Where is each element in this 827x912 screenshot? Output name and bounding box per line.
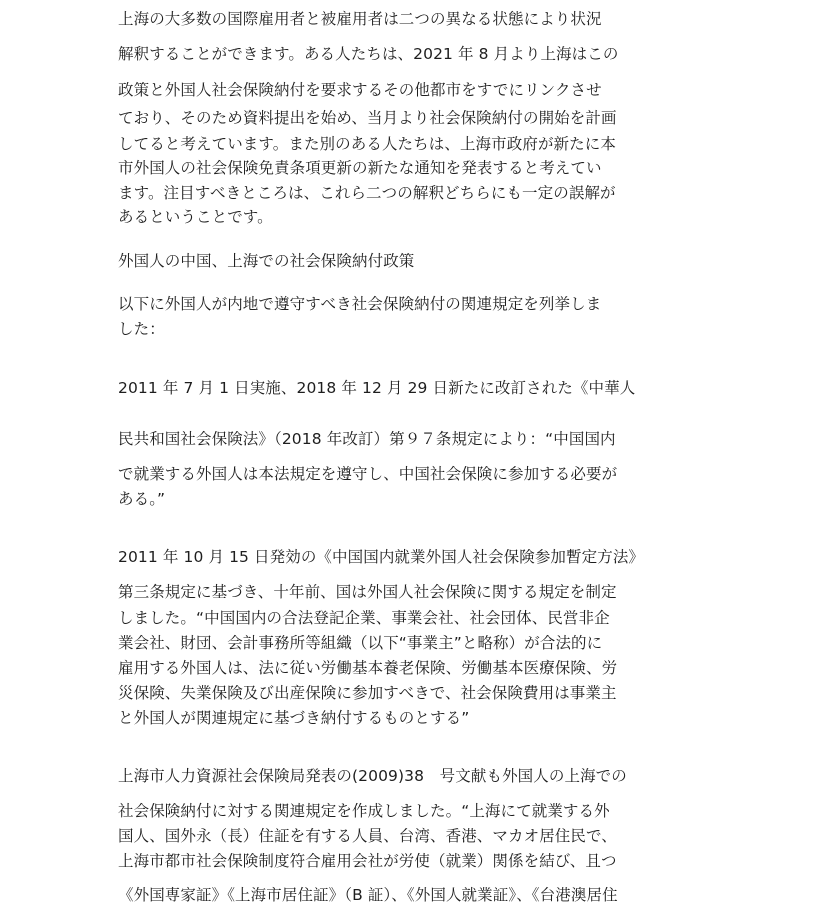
text-line: 政策と外国人社会保険納付を要求するその他都市をすでにリンクさせ [118,81,602,99]
text-line: ており、そのため資料提出を始め、当月より社会保険納付の開始を計画 [118,109,617,127]
text-line: 業会社、財団、会計事務所等組織（以下“事業主”と略称）が合法的に [118,634,603,652]
text-line: 上海市人力資源社会保険局発表の(2009)38 号文献も外国人の上海での [118,767,627,785]
text-line: しました。“中国国内の合法登記企業、事業会社、社会団体、民営非企 [118,609,610,627]
text-line: 解釈することができます。ある人たちは、2021 年 8 月より上海はこの [118,45,619,63]
text-line: 2011 年 10 月 15 日発効の《中国国内就業外国人社会保険参加暫定方法》 [118,548,645,566]
text-line: ある。” [118,490,166,508]
text-line: で就業する外国人は本法規定を遵守し、中国社会保険に参加する必要が [118,465,618,483]
text-line: 社会保険納付に対する関連規定を作成しました。“上海にて就業する外 [118,802,610,820]
text-line: 災保険、失業保険及び出産保険に参加すべきで、社会保険費用は事業主 [118,684,617,702]
text-line: 以下に外国人が内地で遵守すべき社会保険納付の関連規定を列挙しま [118,295,602,313]
text-line: ます。注目すべきところは、これら二つの解釈どちらにも一定の誤解が [118,184,616,202]
section-heading: 外国人の中国、上海での社会保険納付政策 [118,252,415,270]
text-line: と外国人が関連規定に基づき納付するものとする” [118,709,470,727]
text-line: 2011 年 7 月 1 日実施、2018 年 12 月 29 日新たに改訂された《中華人 [118,379,636,397]
text-line: 民共和国社会保険法》（2018 年改訂）第９７条規定により：“中国国内 [118,430,616,448]
text-line: 第三条規定に基づき、十年前、国は外国人社会保険に関する規定を制定 [118,583,617,601]
text-line: あるということです。 [118,208,273,226]
text-line: 《外国専家証》《上海市居住証》（B 証）、《外国人就業証》、《台港澳居住 [118,886,618,904]
text-line: してると考えています。また別のある人たちは、上海市政府が新たに本 [118,135,616,153]
text-line: した： [118,320,165,338]
text-line: 国人、国外永（長）住証を有する人員、台湾、香港、マカオ居住民で、 [118,827,617,845]
text-line: 雇用する外国人は、法に従い労働基本養老保険、労働基本医療保険、労 [118,659,618,677]
text-line: 上海の大多数の国際雇用者と被雇用者は二つの異なる状態により状況 [118,10,602,28]
text-line: 市外国人の社会保険免責条項更新の新たな通知を発表すると考えてい [118,159,602,177]
text-line: 上海市都市社会保険制度符合雇用会社が労使（就業）関係を結び、且つ [118,852,617,870]
